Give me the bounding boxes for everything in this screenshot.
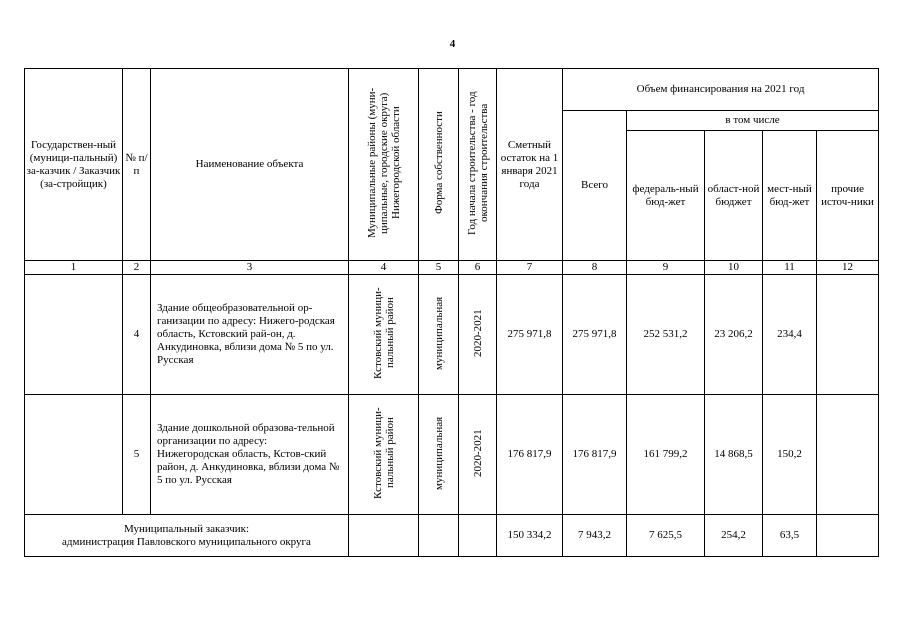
col-number: 6 — [459, 261, 497, 275]
object-name: Здание дошкольной образова-тельной организации по адресу: Нижегородская область, Кстов-ский район, д. Анкудиновка, вблизи дома № 5 по ул. Русская — [151, 395, 349, 515]
local-value: 150,2 — [763, 395, 817, 515]
col-number: 4 — [349, 261, 419, 275]
col-number: 5 — [419, 261, 459, 275]
summary-federal: 7 625,5 — [627, 515, 705, 557]
federal-value: 161 799,2 — [627, 395, 705, 515]
header-regional: област-ной бюджет — [705, 131, 763, 261]
local-value: 234,4 — [763, 275, 817, 395]
other-value — [817, 275, 879, 395]
district-cell — [349, 395, 419, 515]
header-years-text: Год начала строительства - год окончания строительства — [465, 90, 490, 235]
col-number: 7 — [497, 261, 563, 275]
header-financing: Объем финансирования на 2021 год — [563, 69, 879, 111]
summary-balance: 150 334,2 — [497, 515, 563, 557]
total-value: 275 971,8 — [563, 275, 627, 395]
ownership-text: муниципальная — [432, 295, 445, 370]
header-object-name: Наименование объекта — [151, 69, 349, 261]
ownership-cell — [419, 275, 459, 395]
summary-label — [25, 515, 349, 557]
district-text: Кстовский муници-пальный район — [371, 406, 396, 499]
summary-total: 7 943,2 — [563, 515, 627, 557]
summary-regional: 254,2 — [705, 515, 763, 557]
federal-value: 252 531,2 — [627, 275, 705, 395]
col-number: 3 — [151, 261, 349, 275]
years-cell — [459, 275, 497, 395]
summary-local: 63,5 — [763, 515, 817, 557]
col-number: 10 — [705, 261, 763, 275]
row-number: 5 — [123, 395, 151, 515]
header-districts-text: Муниципальные районы (муни-ципальные, городские округа) Нижегородской области — [365, 87, 402, 238]
header-customer: Государствен-ный (муници-пальный) за-казчик / Заказчик (за-стройщик) — [25, 69, 123, 261]
page-number: 4 — [449, 38, 456, 50]
years-cell — [459, 395, 497, 515]
header-federal: федераль-ный бюд-жет — [627, 131, 705, 261]
district-cell — [349, 275, 419, 395]
summary-ownership — [419, 515, 459, 557]
table-row — [25, 395, 879, 515]
header-ownership — [419, 69, 459, 261]
balance-value: 275 971,8 — [497, 275, 563, 395]
ownership-text: муниципальная — [432, 415, 445, 490]
row-number: 4 — [123, 275, 151, 395]
summary-label-line1: Муниципальный заказчик: — [123, 522, 250, 535]
summary-other — [817, 515, 879, 557]
summary-label-line2: администрация Павловского муниципального округа — [62, 535, 311, 548]
col-number: 8 — [563, 261, 627, 275]
summary-district — [349, 515, 419, 557]
col-number: 1 — [25, 261, 123, 275]
years-text: 2020-2021 — [471, 428, 484, 477]
header-districts — [349, 69, 419, 261]
balance-value: 176 817,9 — [497, 395, 563, 515]
total-value: 176 817,9 — [563, 395, 627, 515]
header-total: Всего — [563, 111, 627, 261]
header-years — [459, 69, 497, 261]
object-name: Здание общеобразовательной ор-ганизации по адресу: Нижего-родская область, Кстовский рай-он, д. Анкудиновка, вблизи дома № 5 по ул. Русская — [151, 275, 349, 395]
column-number-row — [25, 261, 879, 275]
header-local: мест-ный бюд-жет — [763, 131, 817, 261]
col-number: 12 — [817, 261, 879, 275]
header-ownership-text: Форма собственности — [432, 111, 445, 214]
col-number: 11 — [763, 261, 817, 275]
col-number: 2 — [123, 261, 151, 275]
header-including: в том числе — [627, 111, 879, 131]
regional-value: 23 206,2 — [705, 275, 763, 395]
customer-cell — [25, 395, 123, 515]
customer-cell — [25, 275, 123, 395]
header-num: № п/п — [123, 69, 151, 261]
summary-years — [459, 515, 497, 557]
col-number: 9 — [627, 261, 705, 275]
summary-row — [25, 515, 879, 557]
header-other: прочие источ-ники — [817, 131, 879, 261]
district-text: Кстовский муници-пальный район — [371, 286, 396, 379]
regional-value: 14 868,5 — [705, 395, 763, 515]
ownership-cell — [419, 395, 459, 515]
other-value — [817, 395, 879, 515]
header-balance: Сметный остаток на 1 января 2021 года — [497, 69, 563, 261]
table-row — [25, 275, 879, 395]
financing-table — [24, 68, 879, 557]
years-text: 2020-2021 — [471, 308, 484, 357]
